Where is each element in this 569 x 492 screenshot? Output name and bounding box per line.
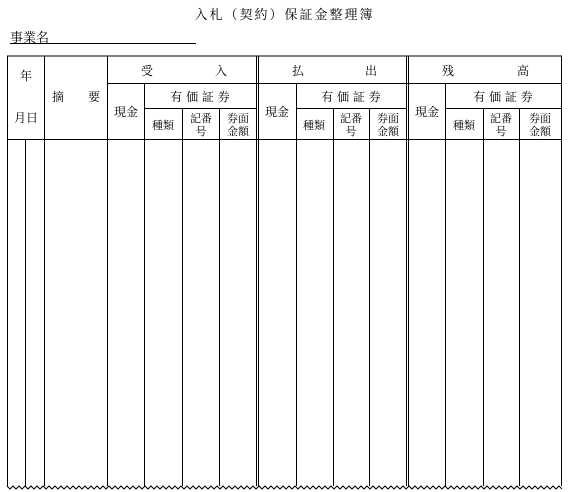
group1-kind: 種類 <box>152 119 174 132</box>
group2-title-right: 出 <box>364 64 378 78</box>
header-month-day: 月日 <box>13 111 39 125</box>
group2-title-left: 払 <box>291 64 305 78</box>
project-name-label: 事業名 <box>10 31 50 46</box>
group1-cash: 現金 <box>113 105 139 119</box>
header-year: 年 <box>19 69 33 83</box>
group3-securities: 有 価 証 券 <box>473 90 533 104</box>
group2-face-bottom: 金額 <box>377 125 399 138</box>
group1-number-bottom: 号 <box>195 125 207 138</box>
group2-cash: 現金 <box>264 105 290 119</box>
group2-face-top: 券面 <box>377 112 399 125</box>
group2-kind: 種類 <box>303 119 325 132</box>
group2-number-top: 記番 <box>340 112 362 125</box>
group1-title-left: 受 <box>140 64 154 78</box>
group3-face-top: 券面 <box>529 112 551 125</box>
group3-title-left: 残 <box>441 64 455 78</box>
group1-title-right: 入 <box>214 64 228 78</box>
header-summary: 摘 要 <box>51 90 101 104</box>
ledger-title: 入札（契約）保証金整理簿 <box>194 8 375 23</box>
group1-face-bottom: 金額 <box>227 125 249 138</box>
group1-number-top: 記番 <box>190 112 212 125</box>
group3-number-top: 記番 <box>490 112 512 125</box>
group3-face-bottom: 金額 <box>529 125 551 138</box>
group2-number-bottom: 号 <box>345 125 357 138</box>
group3-cash: 現金 <box>414 105 440 119</box>
group3-title-right: 高 <box>516 64 530 78</box>
group3-kind: 種類 <box>453 119 475 132</box>
torn-bottom-edge <box>7 486 562 489</box>
group3-number-bottom: 号 <box>495 125 507 138</box>
group1-face-top: 券面 <box>227 112 249 125</box>
group1-securities: 有 価 証 券 <box>170 90 230 104</box>
group2-securities: 有 価 証 券 <box>321 90 381 104</box>
